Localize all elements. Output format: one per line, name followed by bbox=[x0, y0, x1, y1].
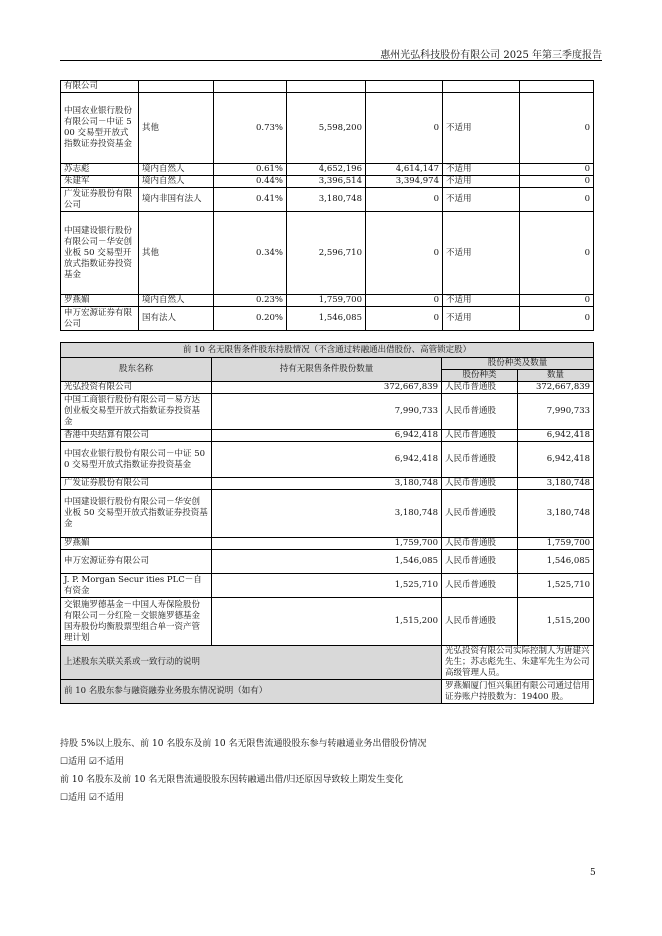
cell-type: 境内自然人 bbox=[139, 164, 214, 176]
col-share-type-group: 股份种类及数量 bbox=[442, 358, 594, 370]
cell-shares: 5,598,200 bbox=[287, 93, 366, 164]
cell-qty: 3,180,748 bbox=[518, 490, 594, 538]
col-unrestricted-count: 持有无限售条件股份数量 bbox=[212, 358, 442, 382]
cell-name: 申万宏源证券有限公司 bbox=[61, 550, 212, 574]
note-row bbox=[61, 680, 594, 704]
table-row bbox=[61, 490, 594, 538]
cell-name: 广发证券股份有限公司 bbox=[61, 478, 212, 490]
cell-count: 6,942,418 bbox=[212, 442, 442, 478]
cell-name: 罗燕媚 bbox=[61, 295, 139, 307]
cell-shares: 2,596,710 bbox=[287, 212, 366, 295]
cell-status: 不适用 bbox=[443, 307, 520, 331]
cell-kind: 人民币普通股 bbox=[442, 574, 518, 598]
cell-kind: 人民币普通股 bbox=[442, 538, 518, 550]
margin-text: 罗燕媚厦门恒兴集团有限公司通过信用证券账户持股数为：19400 股。 bbox=[442, 680, 594, 704]
cell-name: 中国农业银行股份有限公司－中证 500 交易型开放式指数证券投资基金 bbox=[61, 93, 139, 164]
cell-shares: 3,180,748 bbox=[287, 188, 366, 212]
unrestricted-shareholders-table bbox=[60, 342, 594, 704]
cell-restricted: 0 bbox=[366, 307, 443, 331]
col-share-qty: 数量 bbox=[518, 370, 594, 382]
cell-name: 有限公司 bbox=[61, 81, 139, 93]
cell-type: 国有法人 bbox=[139, 307, 214, 331]
table-row bbox=[61, 574, 594, 598]
cell-count: 7,990,733 bbox=[212, 394, 442, 430]
cell-pct: 0.73% bbox=[214, 93, 287, 164]
cell-restricted bbox=[366, 81, 443, 93]
table-row bbox=[61, 550, 594, 574]
cell-qty: 0 bbox=[520, 212, 594, 295]
cell-shares: 1,759,700 bbox=[287, 295, 366, 307]
cell-shares bbox=[287, 81, 366, 93]
cell-pct: 0.20% bbox=[214, 307, 287, 331]
header-divider bbox=[60, 60, 602, 61]
cell-qty: 0 bbox=[520, 295, 594, 307]
cell-name: 广发证券股份有限公司 bbox=[61, 188, 139, 212]
table-row bbox=[61, 164, 594, 176]
cell-kind: 人民币普通股 bbox=[442, 382, 518, 394]
cell-count: 1,525,710 bbox=[212, 574, 442, 598]
cell-restricted: 0 bbox=[366, 295, 443, 307]
cell-qty: 6,942,418 bbox=[518, 430, 594, 442]
cell-name: 朱建军 bbox=[61, 176, 139, 188]
cell-type: 境内自然人 bbox=[139, 295, 214, 307]
cell-restricted: 0 bbox=[366, 93, 443, 164]
cell-name: 中国农业银行股份有限公司－中证 500 交易型开放式指数证券投资基金 bbox=[61, 442, 212, 478]
cell-restricted: 0 bbox=[366, 212, 443, 295]
cell-status: 不适用 bbox=[443, 176, 520, 188]
table-row bbox=[61, 478, 594, 490]
table-row bbox=[61, 81, 594, 93]
margin-label: 前 10 名股东参与融资融券业务股东情况说明（如有） bbox=[61, 680, 442, 704]
cell-status: 不适用 bbox=[443, 93, 520, 164]
cell-name: 苏志彪 bbox=[61, 164, 139, 176]
cell-count: 1,546,085 bbox=[212, 550, 442, 574]
cell-type bbox=[139, 81, 214, 93]
cell-qty: 0 bbox=[520, 164, 594, 176]
cell-qty: 1,525,710 bbox=[518, 574, 594, 598]
cell-type: 境内自然人 bbox=[139, 176, 214, 188]
cell-qty: 6,942,418 bbox=[518, 442, 594, 478]
cell-pct: 0.44% bbox=[214, 176, 287, 188]
cell-pct: 0.61% bbox=[214, 164, 287, 176]
cell-pct: 0.34% bbox=[214, 212, 287, 295]
cell-qty: 0 bbox=[520, 307, 594, 331]
lending-section-title: 持股 5%以上股东、前 10 名股东及前 10 名无限售流通股股东参与转融通业务出借股份情况 bbox=[60, 739, 427, 749]
change-section-title: 前 10 名股东及前 10 名无限售流通股股东因转融通出借/归还原因导致较上期发生变化 bbox=[60, 775, 404, 785]
cell-pct: 0.41% bbox=[214, 188, 287, 212]
cell-kind: 人民币普通股 bbox=[442, 550, 518, 574]
cell-kind: 人民币普通股 bbox=[442, 442, 518, 478]
cell-pct: 0.23% bbox=[214, 295, 287, 307]
cell-qty: 372,667,839 bbox=[518, 382, 594, 394]
cell-qty: 1,759,700 bbox=[518, 538, 594, 550]
cell-qty bbox=[520, 81, 594, 93]
table-title: 前 10 名无限售条件股东持股情况（不含通过转融通出借股份、高管锁定股） bbox=[61, 343, 594, 358]
cell-kind: 人民币普通股 bbox=[442, 430, 518, 442]
cell-status: 不适用 bbox=[443, 295, 520, 307]
page-header: 惠州光弘科技股份有限公司 2025 年第三季度报告 bbox=[380, 50, 602, 61]
cell-count: 1,515,200 bbox=[212, 598, 442, 646]
cell-qty: 7,990,733 bbox=[518, 394, 594, 430]
related-text: 光弘投资有限公司实际控制人为唐建兴先生；苏志彪先生、朱建军先生为公司高级管理人员。 bbox=[442, 646, 594, 680]
cell-kind: 人民币普通股 bbox=[442, 478, 518, 490]
cell-restricted: 4,614,147 bbox=[366, 164, 443, 176]
cell-shares: 4,652,196 bbox=[287, 164, 366, 176]
cell-count: 372,667,839 bbox=[212, 382, 442, 394]
cell-status: 不适用 bbox=[443, 164, 520, 176]
cell-shares: 1,546,085 bbox=[287, 307, 366, 331]
table-row bbox=[61, 598, 594, 646]
related-label: 上述股东关联关系或一致行动的说明 bbox=[61, 646, 442, 680]
cell-type: 其他 bbox=[139, 212, 214, 295]
page-number: 5 bbox=[590, 868, 596, 878]
lending-section-option: ☐适用 ☑不适用 bbox=[60, 757, 124, 767]
table-row bbox=[61, 176, 594, 188]
cell-name: 交银施罗德基金－中国人寿保险股份有限公司－分红险－交银施罗德基金国寿股份均衡股票型组合单一资产管理计划 bbox=[61, 598, 212, 646]
cell-qty: 0 bbox=[520, 188, 594, 212]
table-row bbox=[61, 382, 594, 394]
table-row bbox=[61, 442, 594, 478]
cell-qty: 0 bbox=[520, 93, 594, 164]
col-shareholder-name: 股东名称 bbox=[61, 358, 212, 382]
cell-name: 中国建设银行股份有限公司－华安创业板 50 交易型开放式指数证券投资基金 bbox=[61, 490, 212, 538]
cell-shares: 3,396,514 bbox=[287, 176, 366, 188]
cell-pct bbox=[214, 81, 287, 93]
cell-name: 香港中央结算有限公司 bbox=[61, 430, 212, 442]
cell-kind: 人民币普通股 bbox=[442, 490, 518, 538]
cell-count: 3,180,748 bbox=[212, 478, 442, 490]
top-shareholders-table bbox=[60, 80, 594, 331]
cell-count: 6,942,418 bbox=[212, 430, 442, 442]
table-row bbox=[61, 394, 594, 430]
cell-type: 境内非国有法人 bbox=[139, 188, 214, 212]
cell-qty: 3,180,748 bbox=[518, 478, 594, 490]
cell-name: 罗燕媚 bbox=[61, 538, 212, 550]
col-share-kind: 股份种类 bbox=[442, 370, 518, 382]
cell-name: 中国工商银行股份有限公司－易方达创业板交易型开放式指数证券投资基金 bbox=[61, 394, 212, 430]
cell-qty: 1,515,200 bbox=[518, 598, 594, 646]
cell-status bbox=[443, 81, 520, 93]
cell-qty: 1,546,085 bbox=[518, 550, 594, 574]
note-row bbox=[61, 646, 594, 680]
cell-name: 中国建设银行股份有限公司－华安创业板 50 交易型开放式指数证券投资基金 bbox=[61, 212, 139, 295]
cell-name: J. P. Morgan Secur ities PLC－自有资金 bbox=[61, 574, 212, 598]
cell-count: 1,759,700 bbox=[212, 538, 442, 550]
table-row bbox=[61, 307, 594, 331]
cell-kind: 人民币普通股 bbox=[442, 394, 518, 430]
cell-restricted: 0 bbox=[366, 188, 443, 212]
cell-kind: 人民币普通股 bbox=[442, 598, 518, 646]
cell-name: 光弘投资有限公司 bbox=[61, 382, 212, 394]
cell-type: 其他 bbox=[139, 93, 214, 164]
table-row bbox=[61, 430, 594, 442]
table-row bbox=[61, 212, 594, 295]
cell-restricted: 3,394,974 bbox=[366, 176, 443, 188]
change-section-option: ☐适用 ☑不适用 bbox=[60, 793, 124, 803]
table-row bbox=[61, 188, 594, 212]
cell-status: 不适用 bbox=[443, 212, 520, 295]
cell-qty: 0 bbox=[520, 176, 594, 188]
cell-name: 申万宏源证券有限公司 bbox=[61, 307, 139, 331]
table-row bbox=[61, 295, 594, 307]
cell-count: 3,180,748 bbox=[212, 490, 442, 538]
cell-status: 不适用 bbox=[443, 188, 520, 212]
table-row bbox=[61, 93, 594, 164]
table-row bbox=[61, 538, 594, 550]
